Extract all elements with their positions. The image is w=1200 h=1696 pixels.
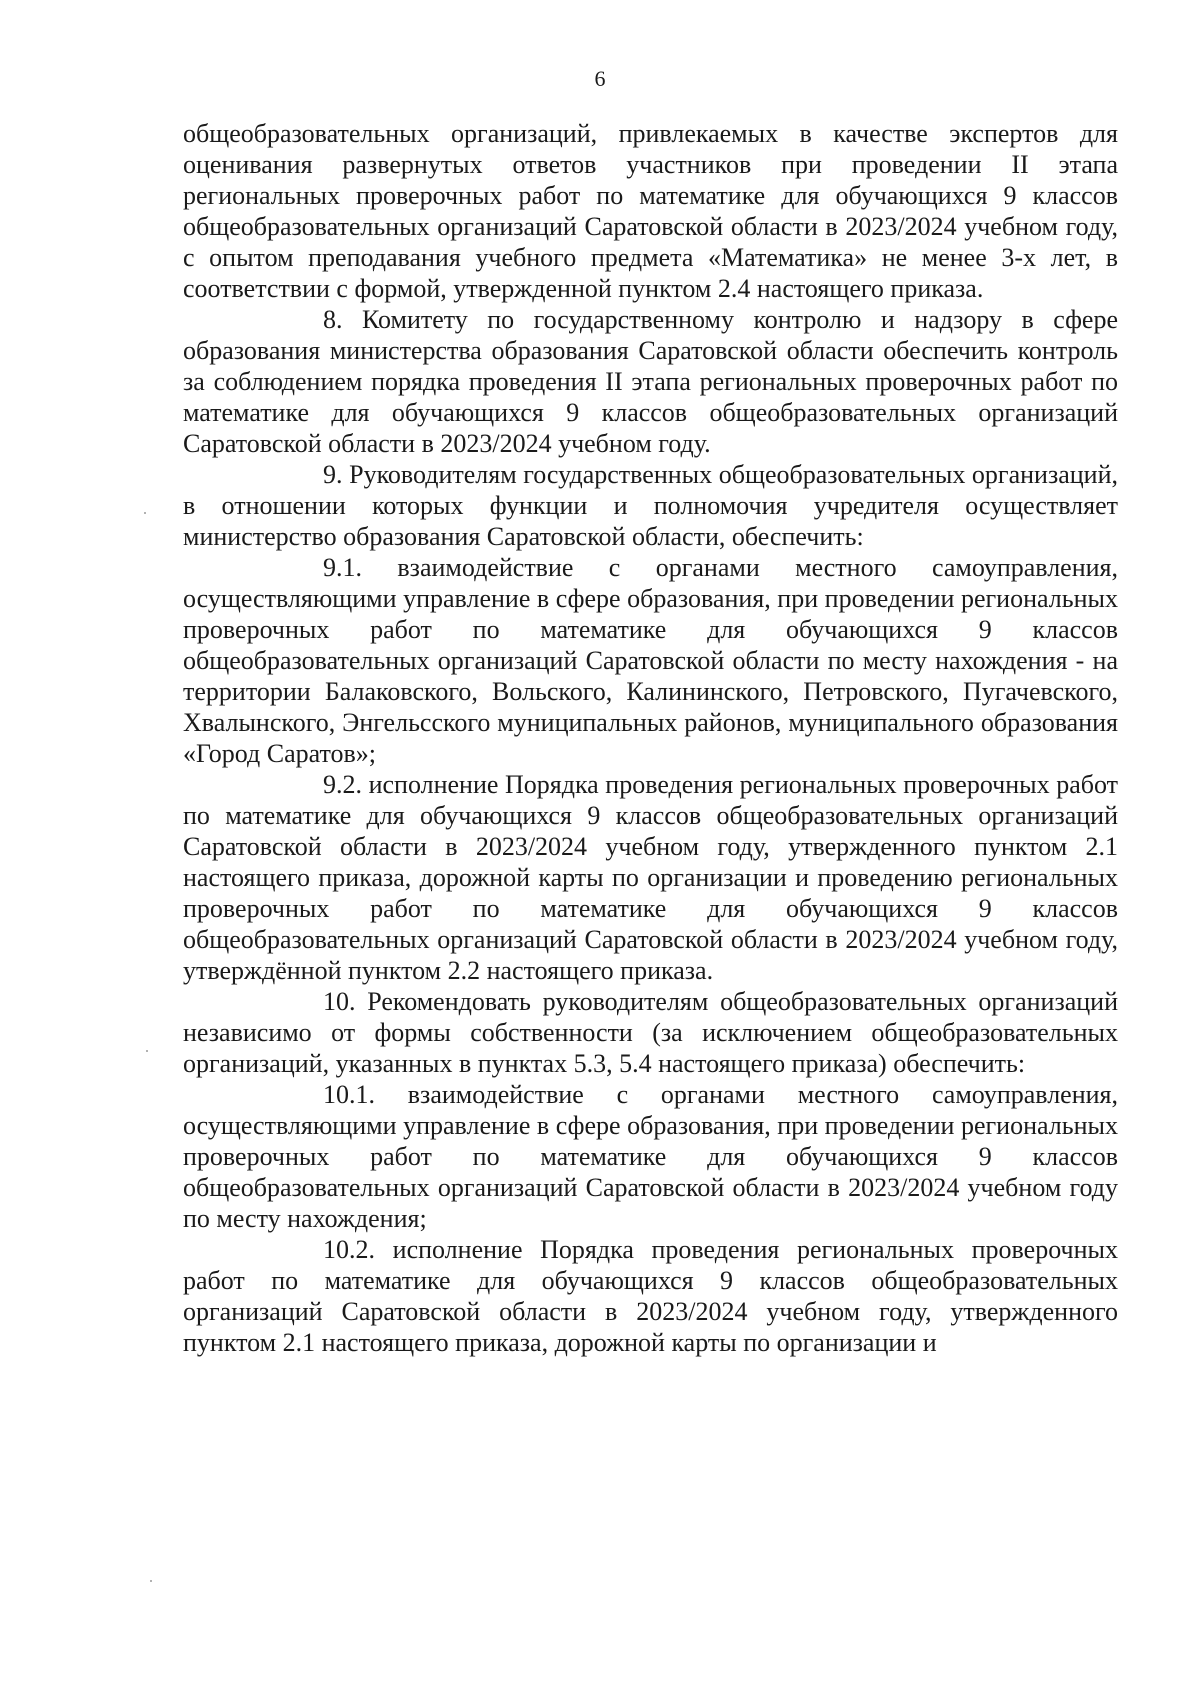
paragraph-continuation [183,118,1118,304]
paragraph-text: взаимодействие с органами местного самоуправления, осуществляющими управление в сфере образования, при проведении региональных проверочных работ по математике для обучающихся 9 классов общеобразовательных организаций Саратовской области по месту нахождения - на территории Балаковского, Вольского, Калининского, Петровского, Пугачевского, Хвалынского, Энгельсского муниципальных районов, муниципального образования «Город Саратов»; [183,553,1119,768]
paragraph-number: 9. [323,460,343,489]
paragraph-text: общеобразовательных организаций, привлекаемых в качестве экспертов для оценивания развернутых ответов участников при проведении II этапа региональных проверочных работ по математике для обучающихся 9 классов общеобразовательных организаций Саратовской области в 2023/2024 учебном году, с опытом преподавания учебного предмета «Математика» не менее 3-х лет, в соответствии с формой, утвержденной пунктом 2.4 настоящего приказа. [183,119,1118,303]
paragraph-text: Руководителям государственных общеобразовательных организаций, в отношении которых функции и полномочия учредителя осуществляет министерство образования Саратовской области, обеспечить: [183,460,1119,551]
paragraph-9-2 [183,769,1118,986]
paragraph-text: взаимодействие с органами местного самоуправления, осуществляющими управление в сфере образования, при проведении региональных проверочных работ по математике для обучающихся 9 классов общеобразовательных организаций Саратовской области в 2023/2024 учебном году по месту нахождения; [183,1080,1119,1233]
paragraph-10-2 [183,1234,1118,1358]
scan-speck [150,1580,152,1582]
scan-speck [146,1050,148,1052]
paragraph-number: 10.2. [323,1235,375,1264]
document-body [183,118,1118,1358]
paragraph-10 [183,986,1118,1079]
paragraph-text: исполнение Порядка проведения региональных проверочных работ по математике для обучающихся 9 классов общеобразовательных организаций Саратовской области в 2023/2024 учебном году, утвержденного пунктом 2.1 настоящего приказа, дорожной карты по организации и проведению региональных проверочных работ по математике для обучающихся 9 классов общеобразовательных организаций Саратовской области в 2023/2024 учебном году, утверждённой пунктом 2.2 настоящего приказа. [183,770,1118,985]
scan-speck [144,512,146,514]
paragraph-9 [183,459,1118,552]
paragraph-number: 8. [323,305,343,334]
page-number: 6 [594,66,606,91]
paragraph-text: Рекомендовать руководителям общеобразовательных организаций независимо от формы собственности (за исключением общеобразовательных организаций, указанных в пунктах 5.3, 5.4 настоящего приказа) обеспечить: [183,987,1118,1078]
paragraph-number: 10.1. [323,1080,375,1109]
paragraph-number: 10. [323,987,356,1016]
paragraph-text: Комитету по государственному контролю и надзору в сфере образования министерства образования Саратовской области обеспечить контроль за соблюдением порядка проведения II этапа региональных проверочных работ по математике для обучающихся 9 классов общеобразовательных организаций Саратовской области в 2023/2024 учебном году. [183,305,1119,458]
paragraph-number: 9.1. [323,553,362,582]
paragraph-8 [183,304,1118,459]
paragraph-number: 9.2. [323,770,362,799]
paragraph-9-1 [183,552,1118,769]
paragraph-10-1 [183,1079,1118,1234]
paragraph-text: исполнение Порядка проведения региональных проверочных работ по математике для обучающихся 9 классов общеобразовательных организаций Саратовской области в 2023/2024 учебном году, утвержденного пунктом 2.1 настоящего приказа, дорожной карты по организации и [183,1235,1118,1357]
